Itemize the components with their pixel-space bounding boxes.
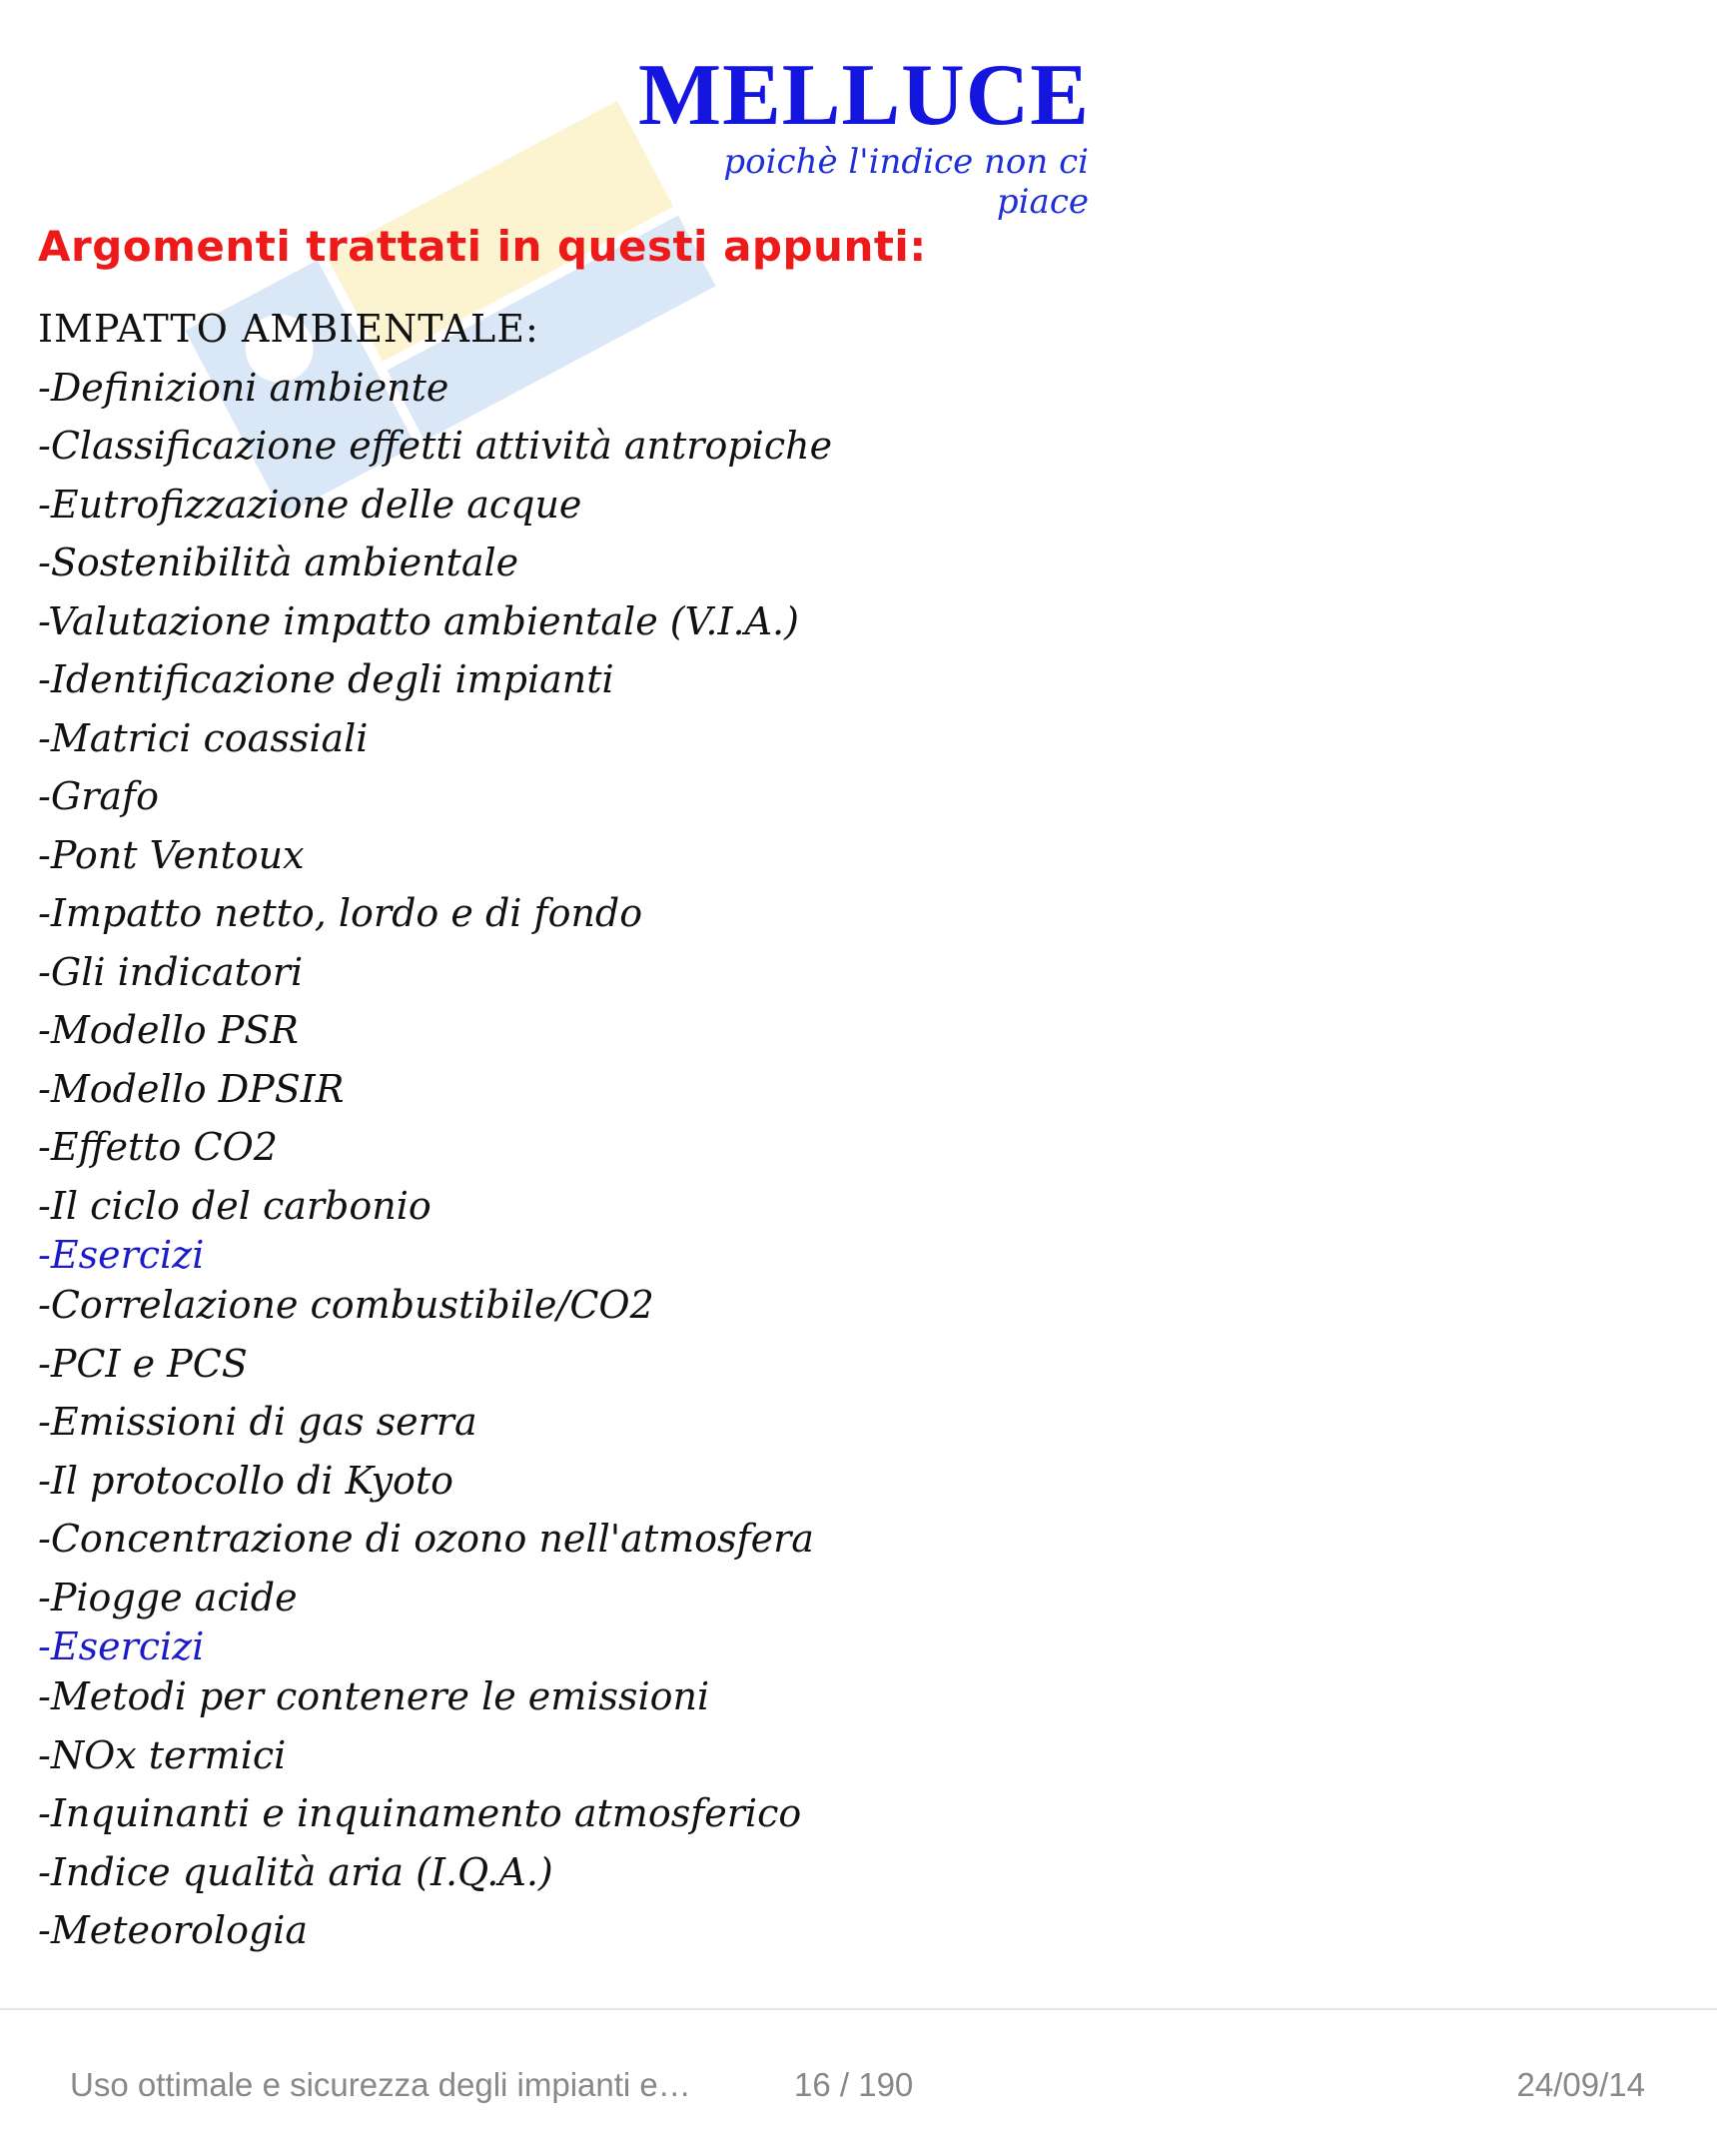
list-item: -Sostenibilità ambientale <box>38 540 519 584</box>
list-item: -Modello DPSIR <box>38 1066 345 1111</box>
page-counter: 16 / 190 <box>794 2066 914 2103</box>
topics-heading: Argomenti trattati in questi appunti: <box>38 222 927 271</box>
list-item: -Valutazione impatto ambientale (V.I.A.) <box>38 598 799 643</box>
list-item: -Identificazione degli impianti <box>38 657 614 701</box>
list-item: -Definizioni ambiente <box>38 365 449 410</box>
list-item: -Modello PSR <box>38 1008 299 1052</box>
list-item: -Effetto CO2 <box>38 1125 278 1169</box>
list-item: -Piogge acide <box>38 1575 298 1619</box>
list-item: -Emissioni di gas serra <box>38 1400 477 1444</box>
list-item: -Il ciclo del carbonio <box>38 1183 431 1228</box>
list-item: -Concentrazione di ozono nell'atmosfera <box>38 1517 814 1561</box>
list-item: -Inquinanti e inquinamento atmosferico <box>38 1791 802 1835</box>
viewer-footer <box>0 2010 1717 2156</box>
list-item: -Matrici coassiali <box>38 715 369 760</box>
document-date: 24/09/14 <box>1516 2066 1645 2103</box>
topics-list <box>38 300 832 1960</box>
list-item: -Meteorologia <box>38 1908 309 1952</box>
list-item: IMPATTO AMBIENTALE: <box>38 307 539 351</box>
list-item: -Grafo <box>38 774 159 818</box>
list-item: -Eutrofizzazione delle acque <box>38 482 582 527</box>
list-item: -Impatto netto, lordo e di fondo <box>38 891 643 935</box>
list-item: -Correlazione combustibile/CO2 <box>38 1283 654 1327</box>
page-title: MELLUCE <box>638 47 1090 144</box>
list-item: -Esercizi <box>38 1233 205 1277</box>
list-item: -Esercizi <box>38 1624 205 1668</box>
list-item: -Pont Ventoux <box>38 832 305 877</box>
list-item: -Classificazione effetti attività antropiche <box>38 424 833 468</box>
list-item: -NOx termici <box>38 1732 287 1777</box>
document-title: Uso ottimale e sicurezza degli impianti e… <box>70 2066 691 2103</box>
list-item: -Metodi per contenere le emissioni <box>38 1674 710 1718</box>
page-subtitle: poichè l'indice non ci piace <box>723 142 1089 222</box>
list-item: -Il protocollo di Kyoto <box>38 1458 454 1503</box>
list-item: -Gli indicatori <box>38 949 304 994</box>
list-item: -PCI e PCS <box>38 1341 248 1386</box>
list-item: -Indice qualità aria (I.Q.A.) <box>38 1849 553 1894</box>
